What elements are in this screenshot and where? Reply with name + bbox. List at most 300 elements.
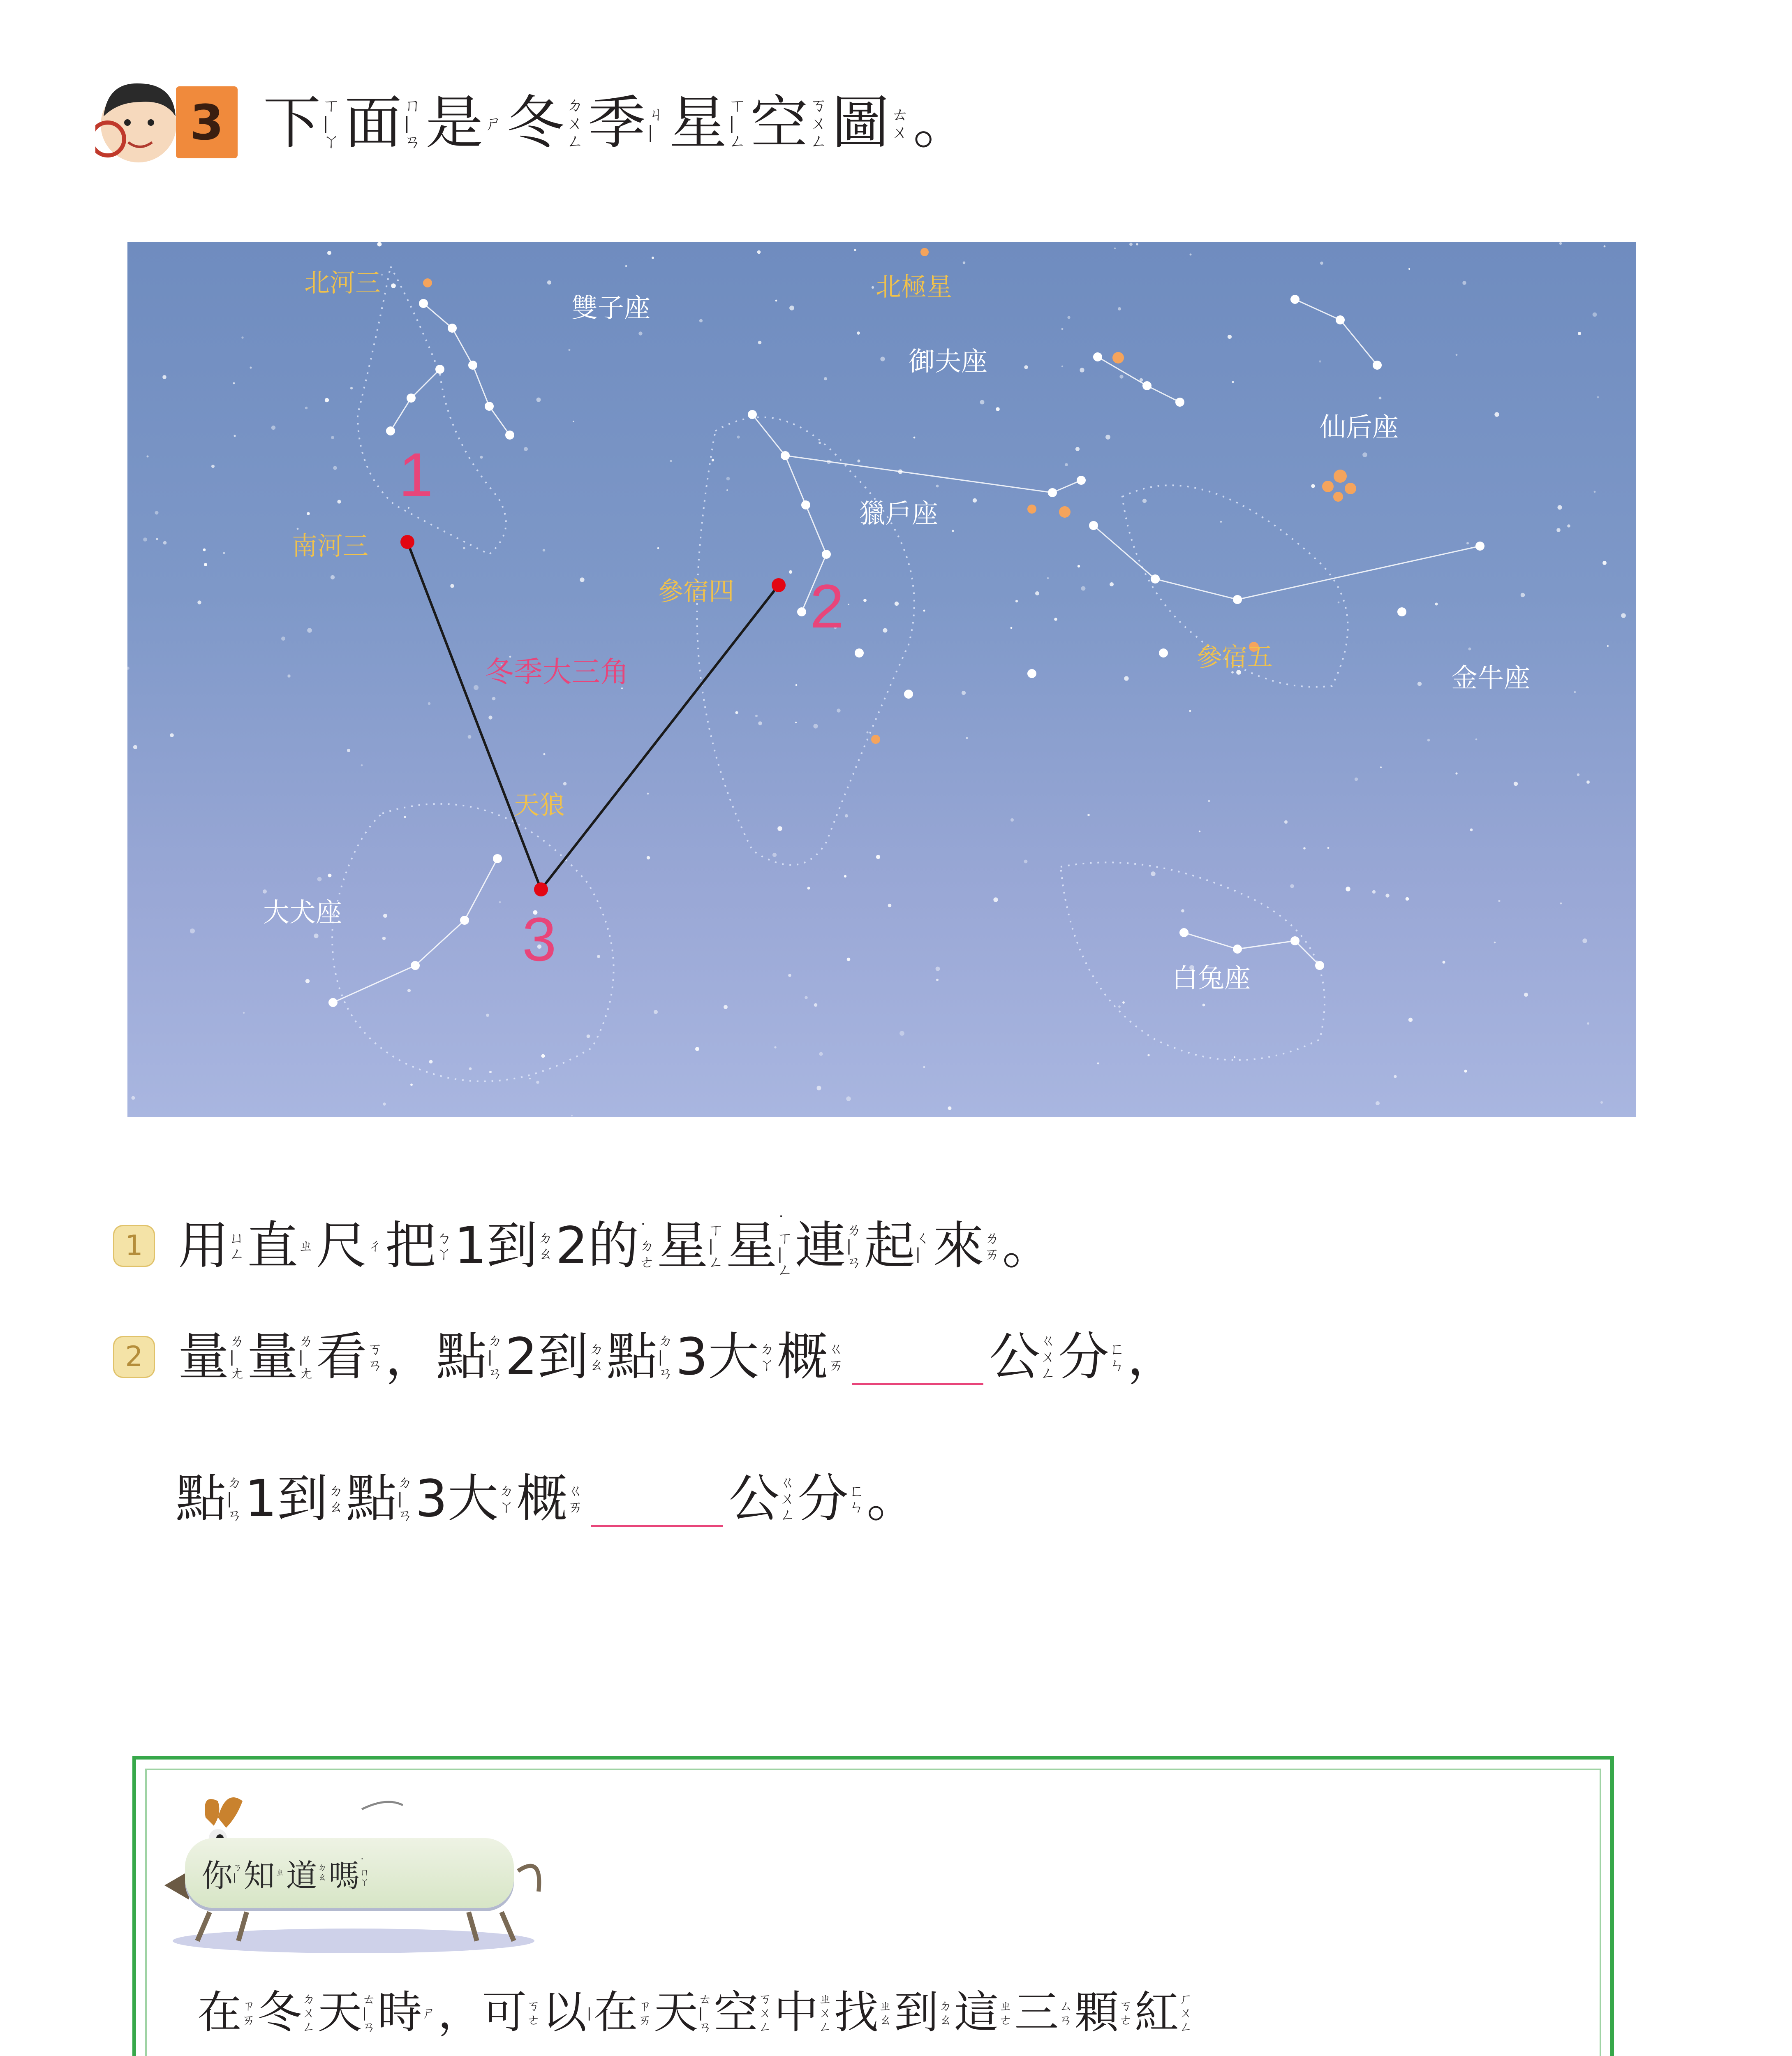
background-star <box>547 280 551 285</box>
ruby-character <box>1058 1318 1127 1396</box>
background-star <box>654 1010 658 1014</box>
background-star <box>857 331 860 335</box>
constellation-star <box>781 451 790 460</box>
background-star <box>880 357 885 361</box>
ruby-character <box>385 1207 454 1285</box>
constellation-star <box>797 607 806 616</box>
zhuyin-annotation: ㄙ ㄢ <box>1059 1998 1073 2028</box>
background-star <box>1010 818 1014 822</box>
zhuyin-annotation: ㄈ ㄣ <box>849 1481 865 1516</box>
background-star <box>1122 1001 1125 1004</box>
point-3-label: 3 <box>522 905 557 974</box>
ruby-character <box>774 1978 834 2048</box>
hanzi-character: 冬 <box>506 90 566 157</box>
zhuyin-annotation: ㄑ | <box>915 1228 931 1263</box>
question-number-badge: 3 <box>176 86 238 158</box>
label-cassiopeia: 仙后座 <box>1320 412 1399 443</box>
background-star <box>536 398 541 402</box>
zhuyin-annotation: ㄒ | ㄥ <box>728 95 748 152</box>
answer-blank-2-to-3[interactable] <box>852 1329 983 1385</box>
background-star <box>1320 262 1323 265</box>
hanzi-character: 圖 <box>832 90 891 157</box>
background-star <box>241 336 243 338</box>
background-star <box>670 460 672 462</box>
background-star <box>1119 375 1123 378</box>
ruby-character <box>317 2052 377 2056</box>
hanzi-character: 冬 <box>257 1987 302 2038</box>
zhuyin-annotation: ㄎ ㄨ ㄥ <box>810 95 829 152</box>
zhuyin-annotation: ㄒ | ㄥ <box>708 1220 724 1271</box>
background-star <box>1110 582 1114 586</box>
background-star <box>1607 645 1609 647</box>
hanzi-character: 知 <box>243 1857 275 1894</box>
constellation-star <box>505 431 514 440</box>
background-star <box>281 637 285 641</box>
hanzi-character: 到 <box>486 1216 538 1276</box>
zhuyin-annotation: ㄉ ㄨ ㄥ <box>566 95 585 152</box>
hanzi-character <box>723 2052 767 2056</box>
background-star <box>480 456 483 459</box>
background-star <box>1015 600 1018 602</box>
background-star <box>1234 1056 1235 1058</box>
constellation-star <box>407 394 416 403</box>
hanzi-character <box>317 2052 362 2056</box>
background-star <box>163 541 167 545</box>
background-star <box>1597 396 1599 398</box>
background-star <box>1578 332 1581 335</box>
zhuyin-annotation: ㄗ ㄞ <box>638 1998 652 2028</box>
background-star <box>966 737 968 739</box>
background-star <box>775 300 777 302</box>
ruby-character <box>654 1978 714 2048</box>
hanzi-character: 到 <box>537 1327 589 1387</box>
star-map-drawing <box>127 242 1636 1117</box>
background-star <box>1319 360 1321 362</box>
hanzi-character: 空 <box>714 1987 758 2038</box>
hanzi-character <box>257 2052 302 2056</box>
teacher-avatar-icon <box>95 77 186 172</box>
hanzi-character <box>843 2052 887 2056</box>
zhuyin-annotation: ㄊ ㄨ <box>891 104 910 142</box>
zhuyin-annotation: | <box>587 2005 592 2021</box>
ruby-character <box>1143 2052 1203 2056</box>
ruby-character <box>1135 1978 1195 2048</box>
label-lepus: 白兔座 <box>1172 963 1251 994</box>
hanzi-character: 在 <box>197 1987 242 2038</box>
background-star <box>1362 452 1367 457</box>
background-star <box>1208 800 1210 802</box>
background-star <box>127 667 129 670</box>
ruby-character <box>989 1318 1058 1396</box>
background-star <box>647 793 649 795</box>
hanzi-character: 在 <box>593 1987 638 2038</box>
background-star <box>1129 243 1133 246</box>
ruby-character <box>1127 1318 1178 1396</box>
background-star <box>1600 1101 1603 1104</box>
zhuyin-annotation: ㄉ ㄨ ㄥ <box>302 1991 316 2035</box>
label-sirius: 天狼 <box>514 790 565 820</box>
ruby-character <box>482 1978 542 2048</box>
background-star <box>428 702 431 705</box>
background-star <box>724 1005 728 1009</box>
question-1-text <box>178 1207 1053 1285</box>
question-2-line-2 <box>176 1460 918 1538</box>
background-star <box>625 265 627 267</box>
background-star <box>795 684 798 686</box>
hanzi-character: 2 <box>505 1327 538 1387</box>
hanzi-character: 時 <box>377 1987 422 2038</box>
background-star <box>1081 586 1086 591</box>
hanzi-character: 分 <box>1058 1327 1109 1387</box>
constellation-star <box>435 365 444 374</box>
zhuyin-annotation: ㄐ | <box>647 104 667 142</box>
ruby-character <box>346 1460 415 1538</box>
background-star <box>963 262 966 264</box>
background-star <box>1189 710 1191 712</box>
background-star <box>1080 368 1084 372</box>
background-star <box>1284 820 1288 824</box>
question-1-number: 1 <box>113 1225 155 1267</box>
background-star <box>1466 542 1469 544</box>
hanzi-character: 可 <box>482 1987 527 2038</box>
background-star <box>735 711 738 714</box>
zhuyin-annotation: ㄓ ㄨ ㄥ <box>819 1991 832 2035</box>
zhuyin-annotation: ㄌ | ㄤ <box>229 1331 245 1382</box>
background-star <box>536 1081 539 1084</box>
background-star <box>819 1052 823 1056</box>
ruby-character <box>482 2052 542 2056</box>
hanzi-character <box>1083 2052 1128 2056</box>
zhuyin-annotation: ㄊ | ㄢ <box>362 1991 376 2035</box>
background-star <box>328 874 332 878</box>
background-stars <box>127 242 1626 1117</box>
background-star <box>657 547 659 549</box>
constellation-star <box>1089 521 1098 530</box>
background-star <box>1024 365 1028 369</box>
label-canis-major: 大犬座 <box>263 898 342 928</box>
background-star <box>1556 528 1561 532</box>
hanzi-character: 點 <box>436 1327 487 1387</box>
background-star <box>223 552 225 554</box>
hanzi-character: 到 <box>894 1987 939 2038</box>
hanzi-character: 3 <box>415 1469 448 1528</box>
zhuyin-annotation: ㄊ | ㄢ <box>698 1991 712 2035</box>
hanzi-character: 分 <box>798 1469 849 1528</box>
background-star <box>1514 782 1518 786</box>
zhuyin-annotation: ㄉ | ㄢ <box>397 1473 413 1524</box>
zhuyin-annotation: ㄈ ㄣ <box>1109 1339 1125 1374</box>
ruby-character <box>542 2052 602 2056</box>
constellation-star <box>1397 607 1406 616</box>
background-star <box>817 1086 821 1091</box>
background-star <box>726 489 728 491</box>
ruby-character <box>669 82 751 164</box>
background-star <box>233 382 235 384</box>
ruby-character <box>1014 1978 1074 2048</box>
ruby-character <box>963 2052 1023 2056</box>
background-star <box>1385 894 1389 897</box>
hanzi-character <box>903 2052 947 2056</box>
zhuyin-annotation: ˙ ㄒ | ㄥ <box>777 1212 793 1279</box>
background-star <box>381 274 383 276</box>
hanzi-character <box>542 2052 587 2056</box>
ruby-character <box>257 2052 317 2056</box>
ruby-character <box>454 1207 487 1285</box>
background-star <box>876 855 880 859</box>
hanzi-character: 點 <box>176 1469 227 1528</box>
background-star <box>837 708 840 712</box>
ruby-character <box>436 1318 505 1396</box>
background-star <box>1355 778 1358 781</box>
hanzi-character: 公 <box>989 1327 1040 1387</box>
ruby-character <box>286 1851 328 1896</box>
ruby-character <box>537 1318 606 1396</box>
background-star <box>1136 243 1138 245</box>
zhuyin-annotation: ㄍ ㄞ <box>828 1339 844 1374</box>
background-star <box>962 691 966 695</box>
ruby-character <box>843 2052 903 2056</box>
background-star <box>404 816 406 818</box>
background-star <box>652 257 654 259</box>
ruby-character <box>176 1460 245 1538</box>
question-2-text-c <box>176 1460 585 1538</box>
background-star <box>1290 884 1294 888</box>
background-star <box>872 286 874 289</box>
hanzi-character: 中 <box>774 1987 819 2038</box>
background-star <box>1494 412 1499 417</box>
background-star <box>819 442 821 444</box>
zhuyin-annotation: ㄉ | ㄢ <box>227 1473 242 1524</box>
hanzi-character: 把 <box>385 1216 436 1276</box>
ruby-character <box>726 1207 795 1285</box>
hanzi-character: 嗎 <box>328 1857 360 1894</box>
ruby-character <box>663 2052 723 2056</box>
zhuyin-annotation: ㄎ ㄜ <box>1119 1998 1133 2028</box>
hanzi-character <box>378 2052 422 2056</box>
zhuyin-annotation: ㄉ ㄚ <box>499 1481 514 1516</box>
constellation-star <box>1336 315 1345 324</box>
background-star <box>314 933 318 938</box>
ruby-character <box>328 1851 371 1896</box>
background-star <box>1558 505 1562 510</box>
background-star <box>580 577 584 582</box>
background-star <box>863 599 867 602</box>
hanzi-character: 直 <box>247 1216 298 1276</box>
ruby-character <box>542 1978 594 2048</box>
zhuyin-annotation: ㄉ ㄠ <box>589 1339 604 1374</box>
background-star <box>1406 897 1409 901</box>
zhuyin-annotation: ㄗ ㄞ <box>242 1998 256 2028</box>
point-2-label: 2 <box>810 572 844 641</box>
constellation-star <box>1179 928 1189 937</box>
did-you-know-line-1 <box>197 1978 1195 2048</box>
background-star <box>789 570 792 574</box>
zhuyin-annotation: ㄔ <box>367 1236 383 1255</box>
hanzi-character: 。 <box>867 1469 918 1528</box>
hanzi-character: 量 <box>178 1327 229 1387</box>
ruby-character <box>798 1460 867 1538</box>
background-star <box>1151 871 1155 876</box>
background-star <box>492 697 496 701</box>
background-star <box>271 426 275 430</box>
background-star <box>597 955 600 958</box>
zhuyin-annotation: ㄌ ㄞ <box>984 1228 1000 1263</box>
ruby-character <box>750 82 832 164</box>
hanzi-character: 以 <box>542 1987 587 2038</box>
background-star <box>347 749 350 752</box>
background-star <box>772 853 777 857</box>
background-star <box>1498 900 1500 902</box>
background-star <box>913 437 916 439</box>
label-auriga: 御夫座 <box>909 347 987 377</box>
background-star <box>1311 484 1315 488</box>
winter-star-map <box>127 242 1636 1117</box>
constellation-star <box>386 426 395 435</box>
answer-blank-1-to-3[interactable] <box>591 1471 723 1527</box>
background-star <box>758 721 762 725</box>
background-star <box>1577 773 1580 776</box>
background-star <box>147 456 149 458</box>
background-star <box>755 715 758 717</box>
hanzi-character: 天 <box>317 1987 362 2038</box>
background-star <box>211 465 215 468</box>
background-star <box>524 447 528 451</box>
hanzi-character: 道 <box>286 1857 317 1894</box>
background-star <box>1047 577 1049 579</box>
background-star <box>383 914 387 918</box>
constellation-star <box>801 500 810 509</box>
hanzi-character: 空 <box>750 90 810 157</box>
label-orion: 獵戶座 <box>859 499 938 529</box>
background-star <box>1118 307 1121 310</box>
background-star <box>952 530 954 532</box>
background-star <box>824 377 827 380</box>
hanzi-character: 你 <box>201 1857 233 1894</box>
background-star <box>450 584 454 588</box>
ruby-character <box>244 1851 286 1896</box>
zhuyin-annotation: ㄉ | ㄢ <box>658 1331 673 1382</box>
label-gemini: 雙子座 <box>571 293 650 324</box>
label-procyon: 南河三 <box>292 531 369 561</box>
ruby-character <box>257 1978 317 2048</box>
zhuyin-annotation: ㄉ | ㄢ <box>487 1331 503 1382</box>
background-star <box>936 967 940 971</box>
background-star <box>1220 521 1222 523</box>
background-star <box>474 685 479 690</box>
background-star <box>1024 860 1028 864</box>
background-star <box>488 715 492 719</box>
hanzi-character: 下 <box>263 90 323 157</box>
ruby-character <box>588 82 669 164</box>
zhuyin-annotation: ㄇ | ㄢ <box>404 95 423 152</box>
ruby-character <box>708 1318 777 1396</box>
constellation-star <box>328 998 338 1007</box>
constellation-star <box>1290 295 1299 304</box>
hanzi-character <box>602 2052 647 2056</box>
constellation-star <box>493 854 502 863</box>
hanzi-character: 1 <box>244 1469 277 1528</box>
background-star <box>757 250 761 254</box>
background-star <box>1587 1022 1589 1025</box>
ruby-character <box>197 2052 257 2056</box>
background-star <box>726 477 730 481</box>
constellation-star <box>904 690 913 699</box>
background-star <box>383 1102 386 1106</box>
background-star <box>1475 739 1478 741</box>
background-star <box>758 341 762 345</box>
ruby-character <box>505 1318 538 1396</box>
background-star <box>813 724 818 728</box>
background-star <box>1035 591 1039 595</box>
ruby-character <box>913 82 972 164</box>
background-star <box>305 979 310 983</box>
background-star <box>1061 328 1064 330</box>
background-star <box>489 1071 492 1073</box>
background-star <box>499 901 501 903</box>
background-star <box>923 610 925 612</box>
did-you-know-banner <box>185 1838 514 1908</box>
background-star <box>1521 593 1525 597</box>
background-star <box>1582 938 1587 943</box>
background-star <box>1468 648 1471 651</box>
background-star <box>1574 691 1576 693</box>
ruby-character <box>728 1460 798 1538</box>
ruby-character <box>675 1318 708 1396</box>
ruby-character <box>385 1318 436 1396</box>
background-star <box>1417 682 1422 686</box>
background-star <box>204 563 207 566</box>
ruby-character <box>201 1851 244 1896</box>
background-star <box>1559 242 1562 245</box>
background-star <box>1621 613 1626 618</box>
ruby-character <box>1075 1978 1135 2048</box>
background-star <box>1455 772 1457 774</box>
ruby-character <box>933 1207 1002 1285</box>
background-star <box>156 538 158 540</box>
ruby-character <box>422 2052 482 2056</box>
constellation-star <box>1142 381 1152 390</box>
background-star <box>1105 435 1110 440</box>
hanzi-character: 。 <box>913 90 972 157</box>
constellation-star <box>1315 961 1324 970</box>
background-star <box>463 547 465 549</box>
did-you-know-line-2 <box>197 2052 1204 2056</box>
constellation-star <box>1233 945 1242 954</box>
background-star <box>1338 602 1340 604</box>
background-star <box>543 753 546 755</box>
constellation-star <box>1093 352 1102 361</box>
background-star <box>331 436 334 439</box>
ruby-character <box>714 1978 774 2048</box>
hanzi-character: 大 <box>708 1327 759 1387</box>
ruby-character <box>178 1318 247 1396</box>
constellation-star <box>748 410 757 419</box>
background-star <box>1232 381 1234 383</box>
background-star <box>805 996 808 999</box>
background-star <box>587 1035 590 1038</box>
background-star <box>541 1054 545 1058</box>
background-star <box>382 937 386 940</box>
background-star <box>996 407 1000 411</box>
zhuyin-annotation: ㄉ ㄠ <box>939 1998 952 2028</box>
label-polaris: 北極星 <box>876 272 953 302</box>
background-star <box>1147 1054 1149 1056</box>
background-star <box>1408 1018 1413 1022</box>
ruby-character <box>247 1318 316 1396</box>
background-star <box>1524 993 1528 997</box>
background-star <box>1065 463 1068 466</box>
ruby-character <box>1023 2052 1083 2056</box>
